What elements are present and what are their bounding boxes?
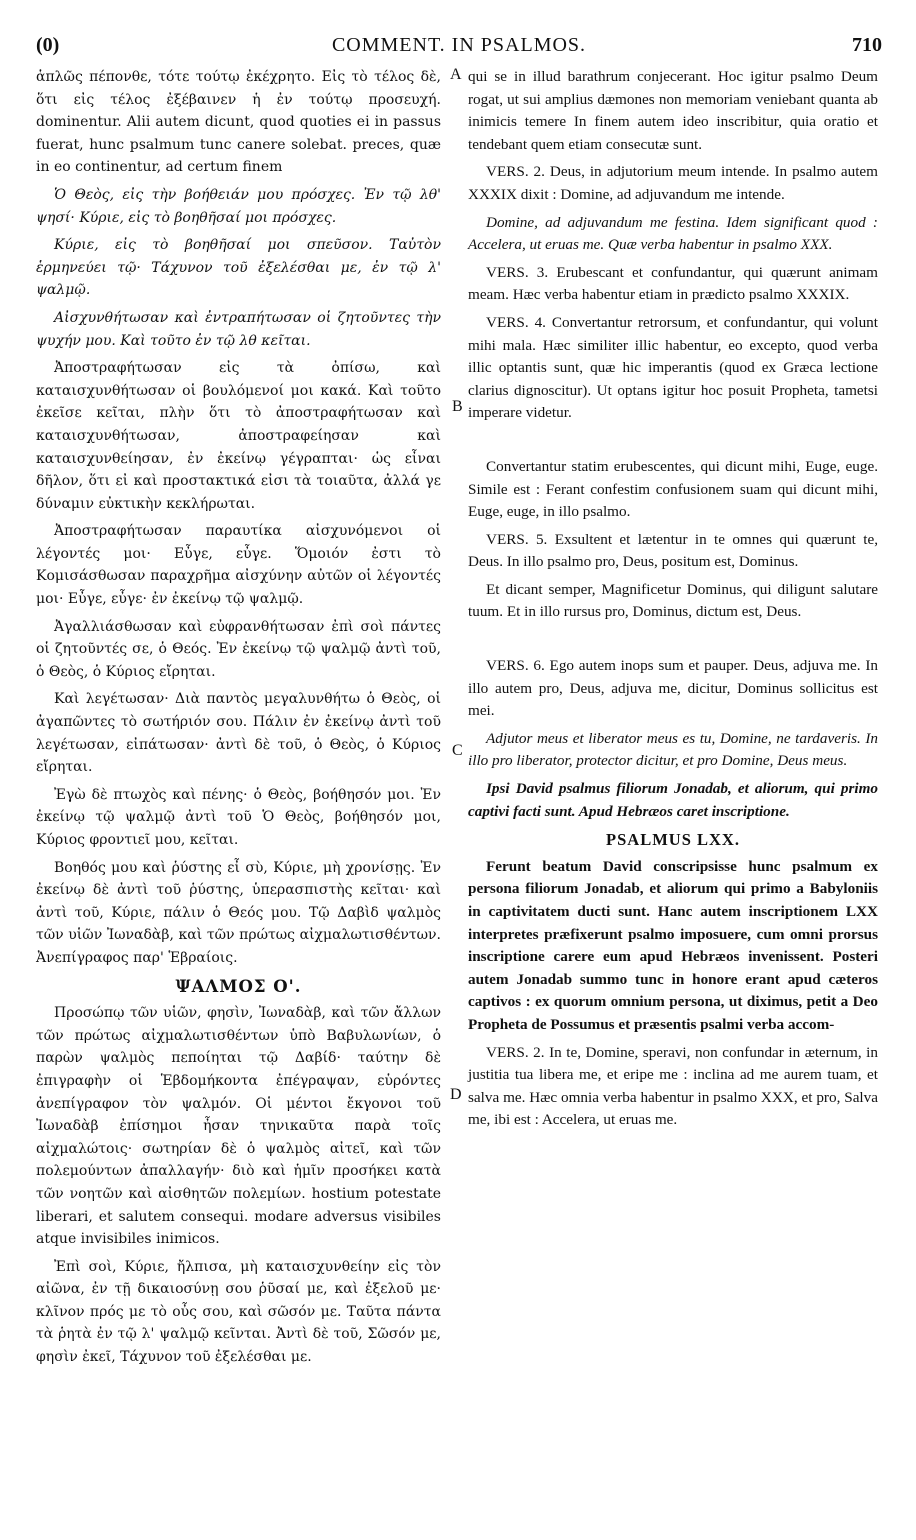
paragraph: Προσώπῳ τῶν υἱῶν, φησὶν, Ἰωναδὰβ, καὶ τῶν ἄλλων τῶν πρώτως αἰχμαλωτισθέντων ὑπὸ Βαβυλωνίων, ὁ παρὼν ψαλμὸς πεποίηται τῷ Δαβίδ· ταύτην δὲ ἐπιγραφὴν οἱ Ἑβδομήκοντα ἐπέγραψαν, εὑρόντες ἀνεπίγραφον τὸν ψαλμόν. Οἱ μέντοι ἔκγονοι τοῦ Ἰωναδὰβ ἐπίσημοι ἦσαν τηνικαῦτα παρὰ τοῖς αἰχμαλώτοις· σωτηρίαν δὲ ὁ ψαλμὸς αἰτεῖ, καὶ τῶν πολεμούντων ἀπαλλαγήν· διὸ καὶ ἡμῖν προσήκει κατὰ τῶν νοητῶν καὶ αἰσθητῶν πολεμίων. hostium potestate liberari, et salutem consequi. modare adversus visibiles atque invisibiles inimicos. xyxy=(36,1005,441,1248)
running-title: COMMENT. IN PSALMOS. xyxy=(331,34,587,56)
psalm-heading-latin: PSALMUS LXX. xyxy=(606,830,740,850)
paragraph: VERS. 2. Deus, in adjutorium meum intende. In psalmo autem XXXIX dixit : Domine, ad adjuvandum me intende. xyxy=(468,163,878,203)
paragraph: Ἀποστραφήτωσαν παραυτίκα αἰσχυνόμενοι οἱ λέγοντές μοι· Εὖγε, εὖγε. Ὅμοιόν ἐστι τὸ Κομισάσθωσαν παραχρῆμα αἰσχύνην αὐτῶν οἱ λέγοντές μοι· Εὖγε, εὖγε· ἐν ἐκείνῳ τῷ ψαλμῷ. xyxy=(36,523,441,608)
page-number-right: 710 xyxy=(852,34,882,56)
greek-column xyxy=(36,66,441,1374)
paragraph: Et dicant semper, Magnificetur Dominus, qui diligunt salutare tuum. Et in illo rursus pro, Dominus, dictum est, Deus. xyxy=(468,580,878,621)
paragraph: VERS. 3. Erubescant et confundantur, qui quærunt animam meam. Hæc verba habentur etiam in prædicto psalmo XXXIX. xyxy=(468,263,878,304)
paragraph: Ferunt beatum David conscripsisse hunc psalmum ex persona filiorum Jonadab, et aliorum qui primo a Babyloniis in captivitatem ducti sunt. Hanc autem inscriptionem LXX interpretes præfixerunt psalmo imposuere, cum omni prorsus inscriptione carere eum apud Hebræos invenissent. Posteri autem Jonadab summo tunc in honore erant apud cæteros captivos : ex quorum omnium persona, ut diximus, petit a Deo Propheta de Possumus et præsentis psalmi verba accom- xyxy=(468,857,878,1033)
paragraph: Καὶ λεγέτωσαν· Διὰ παντὸς μεγαλυνθήτω ὁ Θεὸς, οἱ ἀγαπῶντες τὸ σωτήριόν σου. Πάλιν ἐν ἐκείνῳ ἀντὶ τοῦ λεγέτωσαν, εἰπάτωσαν· ἀντὶ δὲ τοῦ, ὁ Θεὸς, ὁ Κύριος εἴρηται. xyxy=(36,691,441,776)
paragraph: Ipsi David psalmus filiorum Jonadab, et aliorum, qui primo captivi facti sunt. Apud Hebræos caret inscriptione. xyxy=(468,780,878,820)
latin-column xyxy=(468,66,878,1137)
page-header xyxy=(36,32,882,60)
paragraph: Κύριε, εἰς τὸ βοηθῆσαί μοι σπεῦσον. Ταὐτὸν ἑρμηνεύει τῷ· Τάχυνον τοῦ ἐξελέσθαι με, ἐν τῷ λ' ψαλμῷ. xyxy=(36,237,441,299)
paragraph: ἁπλῶς πέπονθε, τότε τούτῳ ἐκέχρητο. Εἰς τὸ τέλος δὲ, ὅτι εἰς τέλος ἐξέβαινεν ἡ ἐν τούτῳ προσευχή. dominentur. Alii autem dicunt, quod quoties ei in passus fuerat, hunc psalmum tunc canere solebat. preces, quæ in eo continentur, ad certum finem xyxy=(36,69,441,176)
paragraph: Αἰσχυνθήτωσαν καὶ ἐντραπήτωσαν οἱ ζητοῦντες τὴν ψυχήν μου. Καὶ τοῦτο ἐν τῷ λθ κεῖται. xyxy=(36,309,441,349)
margin-marker-d: D xyxy=(450,1086,462,1103)
margin-marker-b: B xyxy=(452,398,463,415)
paragraph: Ἀγαλλιάσθωσαν καὶ εὐφρανθήτωσαν ἐπὶ σοὶ πάντες οἱ ζητοῦντές σε, ὁ Θεός. Ἐν ἐκείνῳ τῷ ψαλμῷ ἀντὶ τοῦ, ὁ Θεὸς, ὁ Κύριος εἴρηται. xyxy=(36,618,441,680)
paragraph: Convertantur statim erubescentes, qui dicunt mihi, Euge, euge. Simile est : Ferant confestim confusionem suam qui dicunt mihi, Euge, euge, in illo psalmo. xyxy=(468,457,878,521)
margin-marker-c: C xyxy=(452,742,463,759)
paragraph: VERS. 6. Ego autem inops sum et pauper. Deus, adjuva me. In illo autem pro, Deus, adjuva me, dicitur, Dominus sollicitus est mei. xyxy=(468,657,878,720)
page-number-left: (0) xyxy=(36,34,60,56)
paragraph: qui se in illud barathrum conjecerant. Hoc igitur psalmo Deum rogat, ut sui amplius dæmones non memoriam veniebant quanta ab inimicis temere In finem autem ideo inscribitur, quia oratio et tendebant quem etiam consecutæ sunt. xyxy=(468,68,878,153)
paragraph: VERS. 4. Convertantur retrorsum, et confundantur, qui volunt mihi mala. Hæc similiter illic habentur, eo excepto, quod verba illic optantis sunt, quæ hic imperantis (quod ex Græca lectione clarius dignoscitur). Ut optans igitur hoc posuit Propheta, tametsi imperare videtur. xyxy=(468,313,878,422)
paragraph: Ὁ Θεὸς, εἰς τὴν βοήθειάν μου πρόσχες. Ἐν τῷ λθ' ψησί· Κύριε, εἰς τὸ βοηθῆσαί μοι πρόσχες. xyxy=(36,186,441,226)
spacer xyxy=(468,430,878,456)
paragraph: VERS. 2. In te, Domine, speravi, non confundar in æternum, in justitia tua libera me, et eripe me : inclina ad me aurem tuam, et salva me. Hæc omnia verba habentur in psalmo XXX, et pro, Salva me, ibi est : Accelera, ut eruas me. xyxy=(468,1043,878,1129)
paragraph: VERS. 5. Exsultent et lætentur in te omnes qui quærunt te, Deus. In illo psalmo pro, Deus, positum est, Dominus. xyxy=(468,530,878,571)
paragraph: Adjutor meus et liberator meus es tu, Domine, ne tardaveris. In illo pro liberator, protector dicitur, et pro Domine, Deus meus. xyxy=(468,729,878,770)
psalm-heading-greek: ΨΑΛΜΟΣ Ο'. xyxy=(175,976,302,996)
paragraph: Ἐγὼ δὲ πτωχὸς καὶ πένης· ὁ Θεὸς, βοήθησόν μοι. Ἐν ἐκείνῳ τῷ ψαλμῷ ἀντὶ τοῦ Ὁ Θεὸς, βοήθησόν μοι, Κύριος φροντιεῖ μου, κεῖται. xyxy=(36,786,441,848)
paragraph: Βοηθός μου καὶ ῥύστης εἶ σὺ, Κύριε, μὴ χρονίσῃς. Ἐν ἐκείνῳ δὲ ἀντὶ τοῦ ῥύστης, ὑπερασπιστὴς κεῖται· καὶ ἀντὶ τοῦ, Κύριε, πάλιν ὁ Θεός μου. Τῷ Δαβὶδ ψαλμὸς τῶν υἱῶν Ἰωναδὰβ, καὶ τῶν πρώτως αἰχμαλωτισθέντων. Ἀνεπίγραφος παρ' Ἑβραίοις. xyxy=(36,859,441,966)
margin-marker-a: A xyxy=(450,66,462,83)
paragraph: Ἐπὶ σοὶ, Κύριε, ἤλπισα, μὴ καταισχυνθείην εἰς τὸν αἰῶνα, ἐν τῇ δικαιοσύνῃ σου ῥῦσαί με, καὶ ἐξελοῦ με· κλῖνον πρός με τὸ οὖς σου, καὶ σῶσόν με. Ταῦτα πάντα τὰ ῥητὰ ἐν τῷ λ' ψαλμῷ κεῖνται. Ἀντὶ δὲ τοῦ, Σῶσόν με, φησὶν ἐκεῖ, Τάχυνον τοῦ ἐξελέσθαι με. xyxy=(36,1258,441,1366)
paragraph: Ἀποστραφήτωσαν εἰς τὰ ὀπίσω, καὶ καταισχυνθήτωσαν οἱ βουλόμενοί μοι κακά. Καὶ τοῦτο ἐκεῖσε κεῖται, πλὴν ὅτι τὸ ἀποστραφήτωσαν καὶ καταισχυνθήτωσαν, ἀποστραφείησαν καὶ καταισχυνθείησαν, ἐν ἐκείνῳ γέγραπται· ὡς εἶναι δῆλον, ὅτι εἰ καὶ προστακτικά εἰσι τὰ τοιαῦτα, ἀλλά γε δύναμιν εὐκτικὴν κεκλήρωται. xyxy=(36,360,441,512)
spacer xyxy=(468,629,878,655)
paragraph: Domine, ad adjuvandum me festina. Idem significant quod : Accelera, ut eruas me. Quæ verba habentur in psalmo XXX. xyxy=(468,213,878,254)
